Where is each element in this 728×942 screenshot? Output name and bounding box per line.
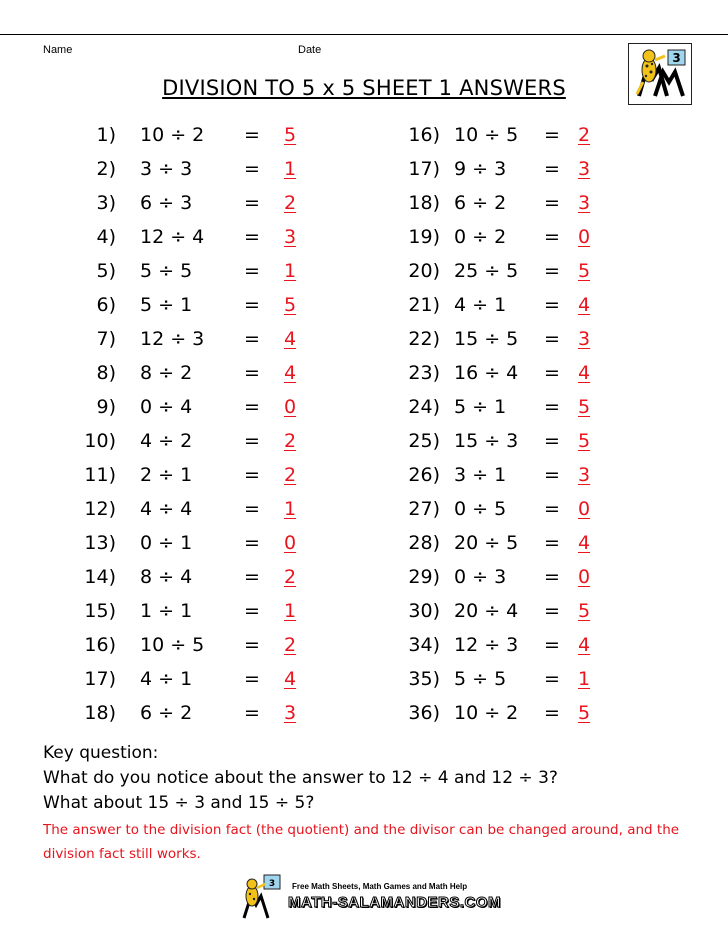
- footer: [236, 872, 536, 922]
- problem-number: 14): [84, 566, 116, 588]
- problem-number: 5): [96, 260, 116, 282]
- answer: 3: [578, 464, 591, 486]
- equals-sign: =: [244, 226, 260, 248]
- problem-number: 17): [84, 668, 116, 690]
- answer: 1: [578, 668, 591, 690]
- equals-sign: =: [244, 668, 260, 690]
- problem-number: 27): [408, 498, 440, 520]
- problem-number: 2): [96, 158, 116, 180]
- equals-sign: =: [544, 294, 560, 316]
- answer: 4: [284, 362, 297, 384]
- problem-expression: 3 ÷ 1: [454, 464, 507, 486]
- problem-expression: 10 ÷ 2: [140, 124, 205, 146]
- problem-row: [360, 696, 728, 730]
- problem-expression: 2 ÷ 1: [140, 464, 193, 486]
- problem-expression: 10 ÷ 5: [454, 124, 519, 146]
- problem-number: 24): [408, 396, 440, 418]
- name-label: Name: [43, 44, 73, 56]
- answer: 2: [284, 192, 297, 214]
- equals-sign: =: [544, 260, 560, 282]
- problem-expression: 5 ÷ 5: [140, 260, 193, 282]
- problem-expression: 12 ÷ 3: [140, 328, 205, 350]
- page-title: DIVISION TO 5 x 5 SHEET 1 ANSWERS: [162, 76, 566, 100]
- problem-number: 18): [84, 702, 116, 724]
- problem-row: [360, 288, 728, 322]
- answer: 5: [578, 260, 591, 282]
- equals-sign: =: [544, 566, 560, 588]
- problem-number: 21): [408, 294, 440, 316]
- problem-expression: 0 ÷ 4: [140, 396, 193, 418]
- problem-number: 22): [408, 328, 440, 350]
- problem-row: [0, 594, 360, 628]
- salamander-footer-icon: [236, 872, 286, 922]
- problem-number: 30): [408, 600, 440, 622]
- answer: 5: [578, 702, 591, 724]
- problem-number: 9): [96, 396, 116, 418]
- problem-expression: 6 ÷ 2: [140, 702, 193, 724]
- equals-sign: =: [544, 362, 560, 384]
- problem-row: [0, 526, 360, 560]
- problem-number: 16): [408, 124, 440, 146]
- problem-row: [360, 526, 728, 560]
- problem-number: 11): [84, 464, 116, 486]
- problem-row: [360, 424, 728, 458]
- problem-number: 17): [408, 158, 440, 180]
- answer: 2: [578, 124, 591, 146]
- problem-expression: 10 ÷ 5: [140, 634, 205, 656]
- problem-expression: 8 ÷ 4: [140, 566, 193, 588]
- problem-row: [0, 492, 360, 526]
- problem-row: [0, 254, 360, 288]
- problem-expression: 1 ÷ 1: [140, 600, 193, 622]
- answer: 3: [284, 702, 297, 724]
- problem-row: [360, 152, 728, 186]
- top-rule: [0, 34, 728, 35]
- problem-row: [360, 492, 728, 526]
- problem-number: 29): [408, 566, 440, 588]
- problem-expression: 20 ÷ 4: [454, 600, 519, 622]
- answer: 4: [284, 328, 297, 350]
- problem-number: 8): [96, 362, 116, 384]
- equals-sign: =: [244, 124, 260, 146]
- problem-expression: 3 ÷ 3: [140, 158, 193, 180]
- equals-sign: =: [544, 430, 560, 452]
- equals-sign: =: [244, 532, 260, 554]
- problem-expression: 20 ÷ 5: [454, 532, 519, 554]
- equals-sign: =: [544, 192, 560, 214]
- problem-row: [360, 458, 728, 492]
- equals-sign: =: [244, 192, 260, 214]
- answer: 4: [578, 634, 591, 656]
- problem-number: 1): [96, 124, 116, 146]
- problem-expression: 4 ÷ 1: [140, 668, 193, 690]
- problem-expression: 0 ÷ 3: [454, 566, 507, 588]
- answer: 4: [578, 362, 591, 384]
- answer: 0: [284, 396, 297, 418]
- problem-row: [360, 390, 728, 424]
- equals-sign: =: [544, 634, 560, 656]
- problem-number: 15): [84, 600, 116, 622]
- equals-sign: =: [244, 396, 260, 418]
- footer-badge: 3: [268, 879, 276, 889]
- answer: 1: [284, 600, 297, 622]
- problem-row: [0, 322, 360, 356]
- problem-number: 18): [408, 192, 440, 214]
- problem-expression: 5 ÷ 5: [454, 668, 507, 690]
- footer-brand: MATH-SALAMANDERS.COM: [288, 894, 502, 911]
- problem-row: [0, 424, 360, 458]
- problem-row: [360, 594, 728, 628]
- problem-expression: 9 ÷ 3: [454, 158, 507, 180]
- problem-row: [0, 288, 360, 322]
- problem-row: [360, 356, 728, 390]
- answer: 0: [578, 226, 591, 248]
- problem-row: [0, 696, 360, 730]
- equals-sign: =: [544, 532, 560, 554]
- problem-row: [360, 118, 728, 152]
- problem-number: 7): [96, 328, 116, 350]
- key-question-answer: The answer to the division fact (the quotient) and the divisor can be changed around, and the division fact still works.: [43, 822, 680, 862]
- problem-number: 3): [96, 192, 116, 214]
- equals-sign: =: [544, 668, 560, 690]
- answer: 0: [578, 498, 591, 520]
- problem-expression: 12 ÷ 4: [140, 226, 205, 248]
- equals-sign: =: [244, 158, 260, 180]
- problem-expression: 8 ÷ 2: [140, 362, 193, 384]
- footer-tagline: Free Math Sheets, Math Games and Math Help: [292, 882, 468, 891]
- problem-expression: 16 ÷ 4: [454, 362, 519, 384]
- problem-number: 23): [408, 362, 440, 384]
- equals-sign: =: [544, 328, 560, 350]
- problem-expression: 6 ÷ 2: [454, 192, 507, 214]
- answer: 1: [284, 260, 297, 282]
- problem-row: [0, 560, 360, 594]
- equals-sign: =: [244, 702, 260, 724]
- problem-row: [360, 628, 728, 662]
- problem-row: [360, 254, 728, 288]
- problem-row: [360, 186, 728, 220]
- answer: 4: [284, 668, 297, 690]
- problem-expression: 4 ÷ 4: [140, 498, 193, 520]
- equals-sign: =: [244, 260, 260, 282]
- problem-row: [360, 662, 728, 696]
- key-question-section: [43, 741, 723, 866]
- answer: 3: [578, 328, 591, 350]
- equals-sign: =: [544, 702, 560, 724]
- problem-row: [0, 356, 360, 390]
- problem-row: [360, 220, 728, 254]
- answer: 3: [578, 192, 591, 214]
- problem-expression: 0 ÷ 5: [454, 498, 507, 520]
- problem-expression: 15 ÷ 5: [454, 328, 519, 350]
- answer: 5: [578, 396, 591, 418]
- key-question-line2: What about 15 ÷ 3 and 15 ÷ 5?: [43, 793, 315, 813]
- problems-grid: [0, 118, 728, 738]
- problem-expression: 5 ÷ 1: [140, 294, 193, 316]
- problem-number: 36): [408, 702, 440, 724]
- problem-row: [0, 118, 360, 152]
- problem-expression: 0 ÷ 2: [454, 226, 507, 248]
- problem-row: [0, 662, 360, 696]
- equals-sign: =: [544, 158, 560, 180]
- problem-number: 28): [408, 532, 440, 554]
- problem-row: [0, 152, 360, 186]
- grade-badge: 3: [672, 51, 681, 65]
- equals-sign: =: [244, 566, 260, 588]
- problem-number: 12): [84, 498, 116, 520]
- problem-number: 4): [96, 226, 116, 248]
- answer: 4: [578, 532, 591, 554]
- answer: 0: [578, 566, 591, 588]
- equals-sign: =: [544, 226, 560, 248]
- equals-sign: =: [244, 430, 260, 452]
- problem-expression: 25 ÷ 5: [454, 260, 519, 282]
- problem-number: 34): [408, 634, 440, 656]
- problem-expression: 4 ÷ 2: [140, 430, 193, 452]
- problem-number: 35): [408, 668, 440, 690]
- problem-row: [0, 628, 360, 662]
- answer: 2: [284, 430, 297, 452]
- equals-sign: =: [244, 328, 260, 350]
- problem-number: 6): [96, 294, 116, 316]
- problem-number: 25): [408, 430, 440, 452]
- key-question-line1: What do you notice about the answer to 12 ÷ 4 and 12 ÷ 3?: [43, 768, 558, 788]
- problem-expression: 12 ÷ 3: [454, 634, 519, 656]
- equals-sign: =: [244, 498, 260, 520]
- key-question-heading: Key question:: [43, 743, 159, 763]
- problem-number: 20): [408, 260, 440, 282]
- answer: 5: [578, 600, 591, 622]
- problem-number: 13): [84, 532, 116, 554]
- answer: 5: [578, 430, 591, 452]
- equals-sign: =: [244, 634, 260, 656]
- problem-row: [360, 322, 728, 356]
- problem-row: [0, 390, 360, 424]
- answer: 4: [578, 294, 591, 316]
- problem-expression: 4 ÷ 1: [454, 294, 507, 316]
- problem-number: 10): [84, 430, 116, 452]
- answer: 1: [284, 158, 297, 180]
- equals-sign: =: [544, 464, 560, 486]
- problem-expression: 10 ÷ 2: [454, 702, 519, 724]
- problem-expression: 0 ÷ 1: [140, 532, 193, 554]
- equals-sign: =: [244, 600, 260, 622]
- equals-sign: =: [544, 396, 560, 418]
- equals-sign: =: [544, 124, 560, 146]
- answer: 5: [284, 124, 297, 146]
- equals-sign: =: [544, 600, 560, 622]
- problem-number: 19): [408, 226, 440, 248]
- equals-sign: =: [244, 294, 260, 316]
- date-label: Date: [298, 44, 322, 56]
- problem-number: 16): [84, 634, 116, 656]
- problem-row: [0, 186, 360, 220]
- problem-row: [0, 220, 360, 254]
- problem-row: [0, 458, 360, 492]
- answer: 2: [284, 464, 297, 486]
- problem-expression: 5 ÷ 1: [454, 396, 507, 418]
- equals-sign: =: [244, 464, 260, 486]
- answer: 0: [284, 532, 297, 554]
- answer: 2: [284, 634, 297, 656]
- answer: 1: [284, 498, 297, 520]
- equals-sign: =: [544, 498, 560, 520]
- answer: 3: [284, 226, 297, 248]
- answer: 2: [284, 566, 297, 588]
- answer: 3: [578, 158, 591, 180]
- problem-expression: 6 ÷ 3: [140, 192, 193, 214]
- problem-expression: 15 ÷ 3: [454, 430, 519, 452]
- equals-sign: =: [244, 362, 260, 384]
- problem-row: [360, 560, 728, 594]
- answer: 5: [284, 294, 297, 316]
- problem-number: 26): [408, 464, 440, 486]
